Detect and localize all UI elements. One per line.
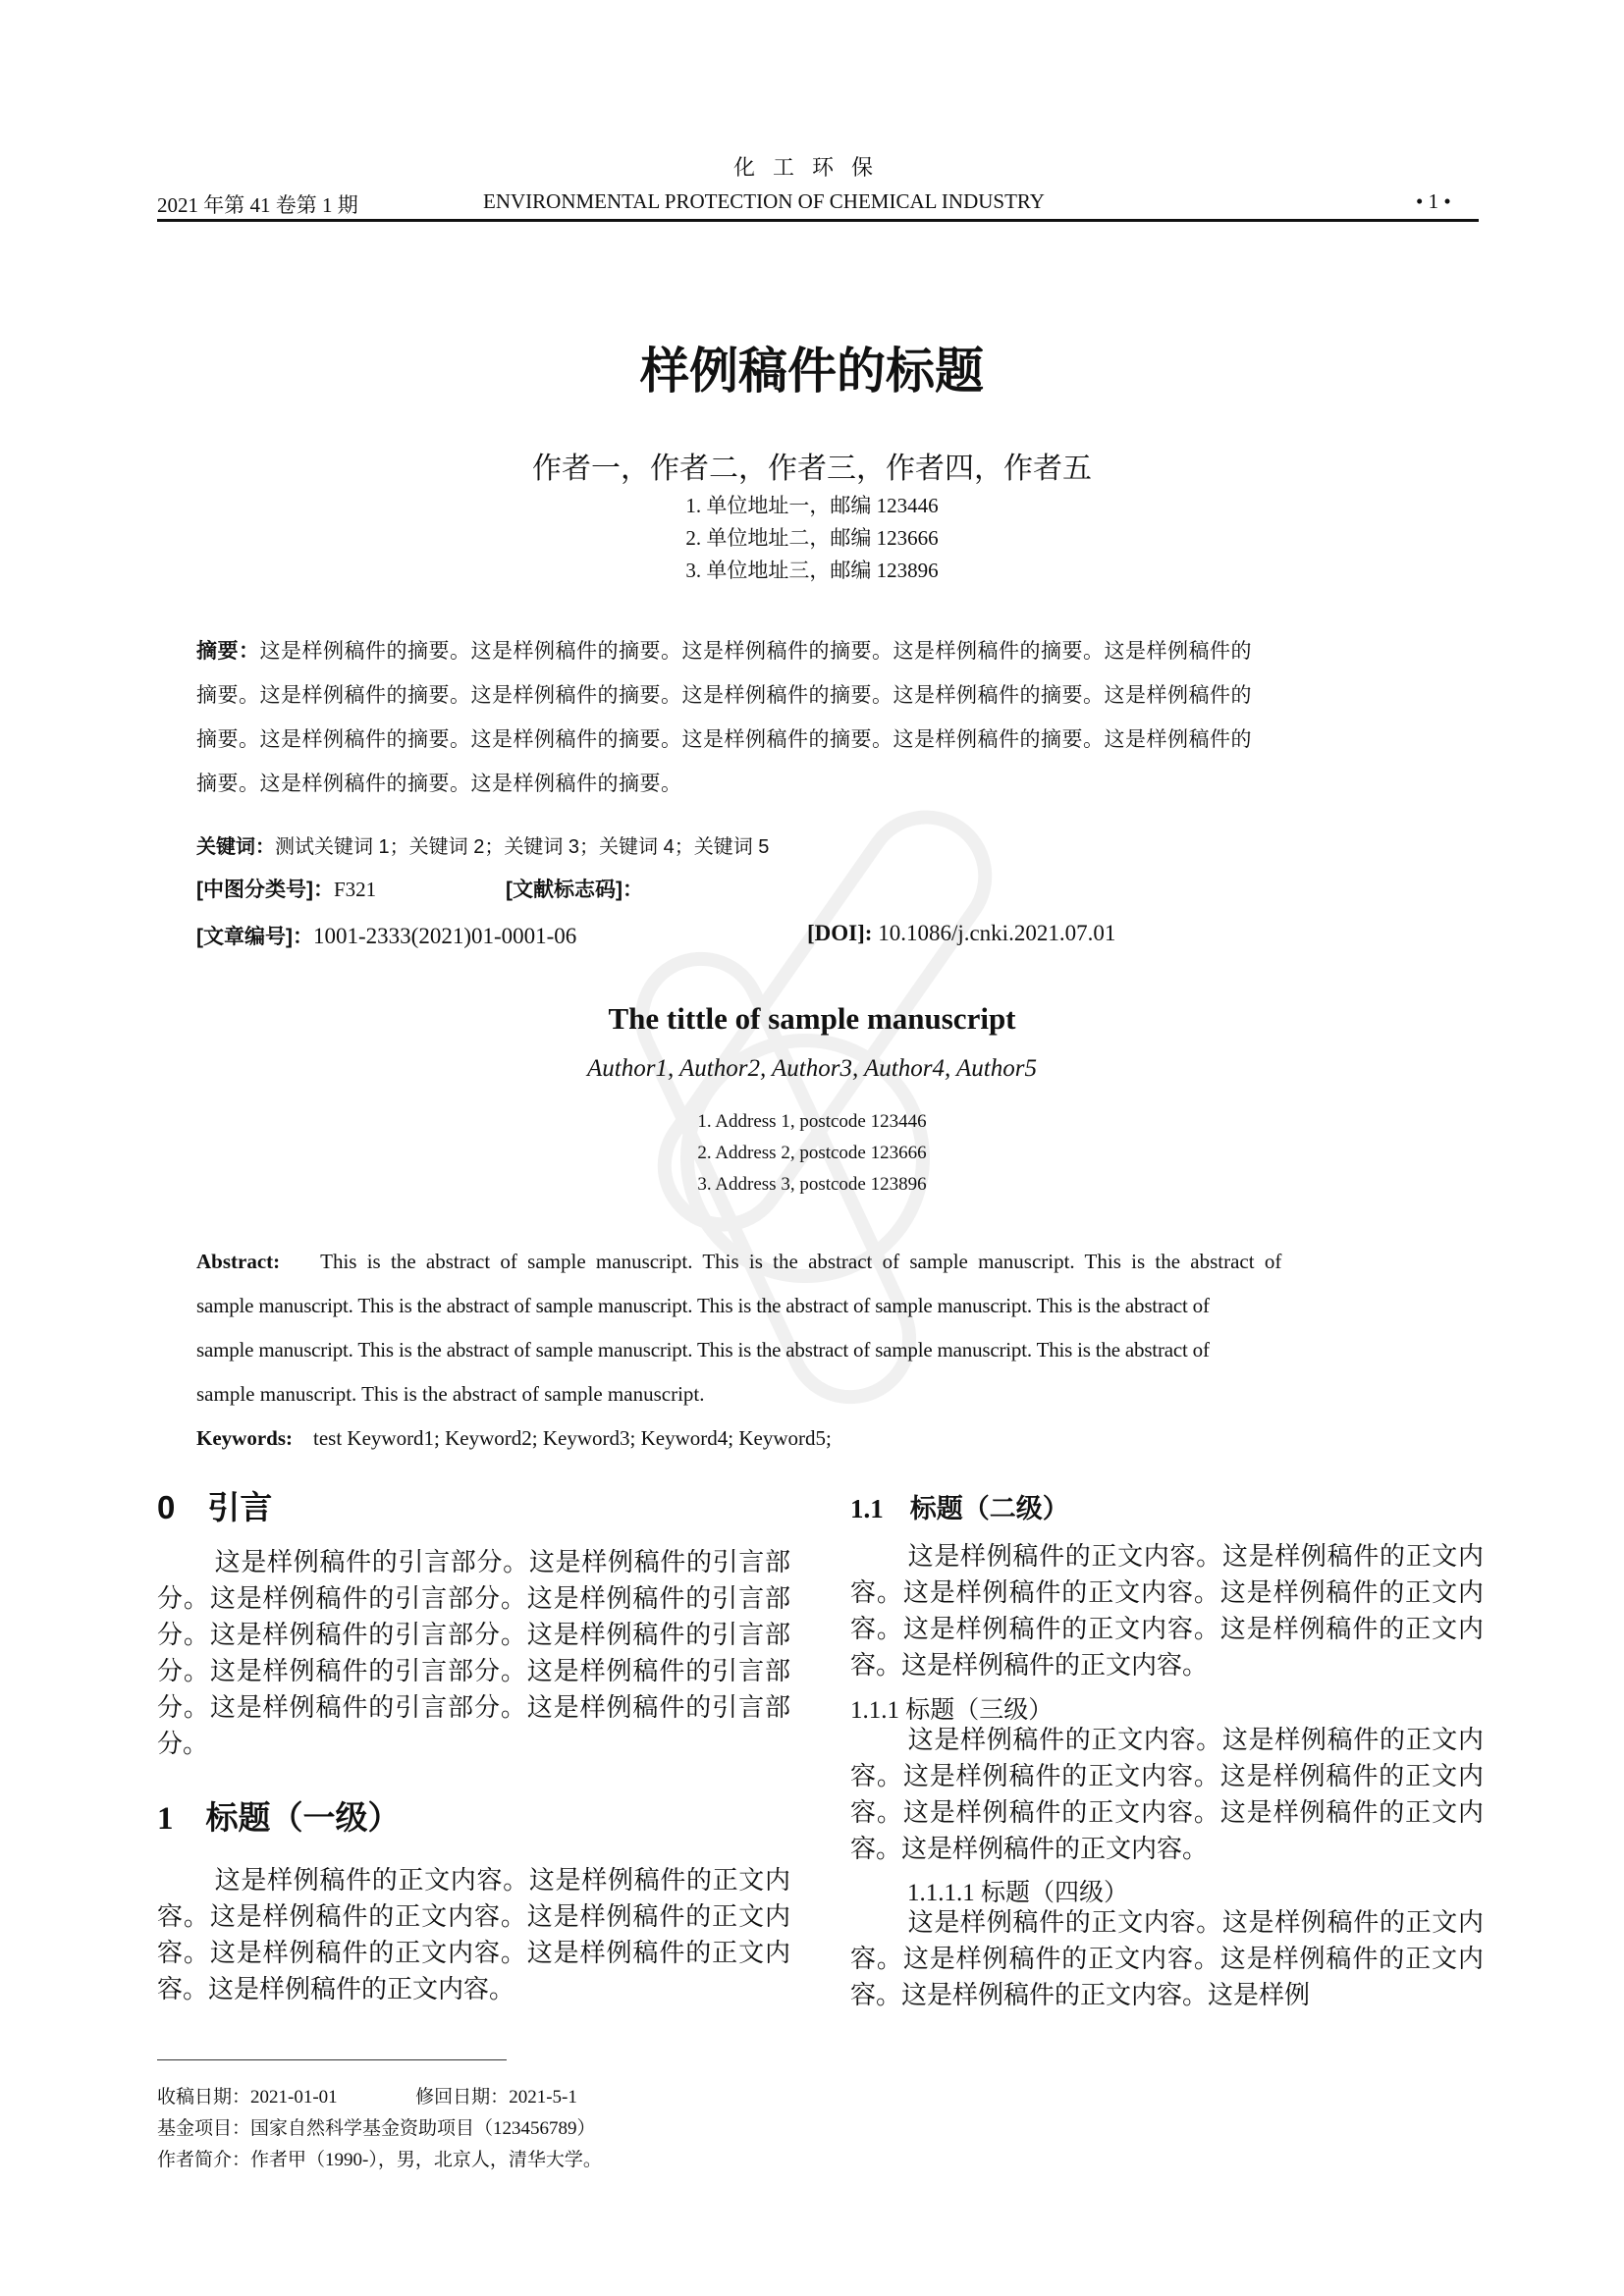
footnote-fund <box>157 2113 596 2140</box>
received-label: 收稿日期： <box>157 2087 251 2108</box>
doi-label: [DOI]: <box>807 921 873 945</box>
section-body-1-1-1-1: 这是样例稿件的正文内容。这是样例稿件的正文内容。这是样例稿件的正文内容。这是样例稿件的正文内容。这是样例稿件的正文内容。这是样例 <box>850 1908 1484 2009</box>
section-heading-1-1-1: 1.1.1 标题（三级） <box>850 1697 1054 1724</box>
abstract-cn-line: 摘要。这是样例稿件的摘要。这是样例稿件的摘要。 <box>196 773 682 795</box>
affiliation-cn: 2. 单位地址二，邮编 123666 <box>685 526 939 550</box>
footnote-dates <box>157 2082 577 2109</box>
keywords-cn-label: 关键词： <box>196 836 275 858</box>
abstract-en-line: sample manuscript. This is the abstract of sample manuscript. This is the abstract of sample manuscript. This is the abstract of <box>196 1338 1210 1362</box>
abstract-cn-label: 摘要： <box>196 640 260 663</box>
keywords-en <box>196 1426 832 1451</box>
abstract-cn-line: 摘要。这是样例稿件的摘要。这是样例稿件的摘要。这是样例稿件的摘要。这是样例稿件的摘要。这是样例稿件的 <box>196 684 1252 707</box>
abstract-en-line: sample manuscript. This is the abstract of sample manuscript. This is the abstract of sample manuscript. This is the abstract of <box>196 1294 1210 1317</box>
footnote-rule <box>157 2059 507 2060</box>
article-number-value: 1001-2333(2021)01-0001-06 <box>313 924 577 948</box>
journal-name-en: ENVIRONMENTAL PROTECTION OF CHEMICAL INDUSTRY <box>483 189 1045 213</box>
footnote-bio <box>157 2145 602 2171</box>
authors-cn: 作者一，作者二，作者三，作者四，作者五 <box>532 453 1092 485</box>
affiliation-en: 2. Address 2, postcode 123666 <box>697 1143 927 1163</box>
section-heading-1-1-1-1: 1.1.1.1 标题（四级） <box>907 1880 1129 1906</box>
clc-value: F321 <box>334 878 377 901</box>
header-rule <box>157 219 1479 222</box>
article-number <box>196 921 576 950</box>
document-code-label: [文献标志码]： <box>506 879 643 901</box>
abstract-cn-line: 摘要。这是样例稿件的摘要。这是样例稿件的摘要。这是样例稿件的摘要。这是样例稿件的摘要。这是样例稿件的 <box>196 728 1252 751</box>
journal-name-cn: 化工环保 <box>732 155 891 180</box>
fund-label: 基金项目： <box>157 2118 251 2139</box>
watermark-logo-icon <box>511 707 1139 1492</box>
section-heading-1: 1 标题（一级） <box>157 1801 401 1837</box>
doi <box>807 921 1115 946</box>
article-number-label: [文章编号]： <box>196 926 313 948</box>
page-number: • 1 • <box>1416 189 1451 213</box>
revised-date: 2021-5-1 <box>509 2087 577 2108</box>
revised-label: 修回日期： <box>415 2087 510 2108</box>
paper-title-en: The tittle of sample manuscript <box>608 1001 1016 1036</box>
section-body-intro: 这是样例稿件的引言部分。这是样例稿件的引言部分。这是样例稿件的引言部分。这是样例稿件的引言部分。这是样例稿件的引言部分。这是样例稿件的引言部分。这是样例稿件的引言部分。这是样例稿件的引言部分。这是样例稿件的引言部分。这是样例稿件的引言部分。 <box>157 1548 790 1758</box>
bio-label: 作者简介： <box>157 2150 251 2170</box>
document-code <box>506 874 643 903</box>
keywords-cn <box>196 830 769 859</box>
section-body-1-1: 这是样例稿件的正文内容。这是样例稿件的正文内容。这是样例稿件的正文内容。这是样例稿件的正文内容。这是样例稿件的正文内容。这是样例稿件的正文内容。这是样例稿件的正文内容。 <box>850 1542 1484 1680</box>
abstract-en-label: Abstract: <box>196 1250 281 1273</box>
affiliation-en: 3. Address 3, postcode 123896 <box>697 1174 927 1195</box>
received-date: 2021-01-01 <box>250 2087 338 2108</box>
clc-label: [中图分类号]： <box>196 879 334 901</box>
keywords-en-value: test Keyword1; Keyword2; Keyword3; Keyword4; Keyword5; <box>313 1426 832 1450</box>
authors-en: Author1, Author2, Author3, Author4, Author5 <box>587 1055 1037 1082</box>
fund-value: 国家自然科学基金资助项目（123456789） <box>250 2118 596 2139</box>
paper-title-cn: 样例稿件的标题 <box>640 343 984 400</box>
abstract-en-line: sample manuscript. This is the abstract of sample manuscript. <box>196 1382 705 1406</box>
section-body-1-1-1: 这是样例稿件的正文内容。这是样例稿件的正文内容。这是样例稿件的正文内容。这是样例稿件的正文内容。这是样例稿件的正文内容。这是样例稿件的正文内容。这是样例稿件的正文内容。 <box>850 1726 1484 1863</box>
issue-info: 2021 年第 41 卷第 1 期 <box>157 193 358 217</box>
doi-value: 10.1086/j.cnki.2021.07.01 <box>878 921 1116 945</box>
affiliation-cn: 1. 单位地址一，邮编 123446 <box>685 494 939 517</box>
section-body-1: 这是样例稿件的正文内容。这是样例稿件的正文内容。这是样例稿件的正文内容。这是样例稿件的正文内容。这是样例稿件的正文内容。这是样例稿件的正文内容。这是样例稿件的正文内容。 <box>157 1866 790 2003</box>
keywords-en-label: Keywords: <box>196 1426 293 1450</box>
section-heading-1-1: 1.1 标题（二级） <box>850 1494 1069 1523</box>
section-heading-intro: 0 引言 <box>157 1489 273 1525</box>
clc-number <box>196 874 376 903</box>
keywords-cn-value: 测试关键词 1；关键词 2；关键词 3；关键词 4；关键词 5 <box>275 836 770 858</box>
abstract-cn-line: 摘要：这是样例稿件的摘要。这是样例稿件的摘要。这是样例稿件的摘要。这是样例稿件的摘要。这是样例稿件的 <box>196 640 1252 663</box>
affiliation-en: 1. Address 1, postcode 123446 <box>697 1111 927 1132</box>
abstract-en-line: Abstract: This is the abstract of sample manuscript. This is the abstract of sample manuscript. This is the abstract of <box>196 1250 1282 1273</box>
bio-value: 作者甲（1990-），男，北京人，清华大学。 <box>250 2150 602 2170</box>
affiliation-cn: 3. 单位地址三，邮编 123896 <box>685 559 939 582</box>
